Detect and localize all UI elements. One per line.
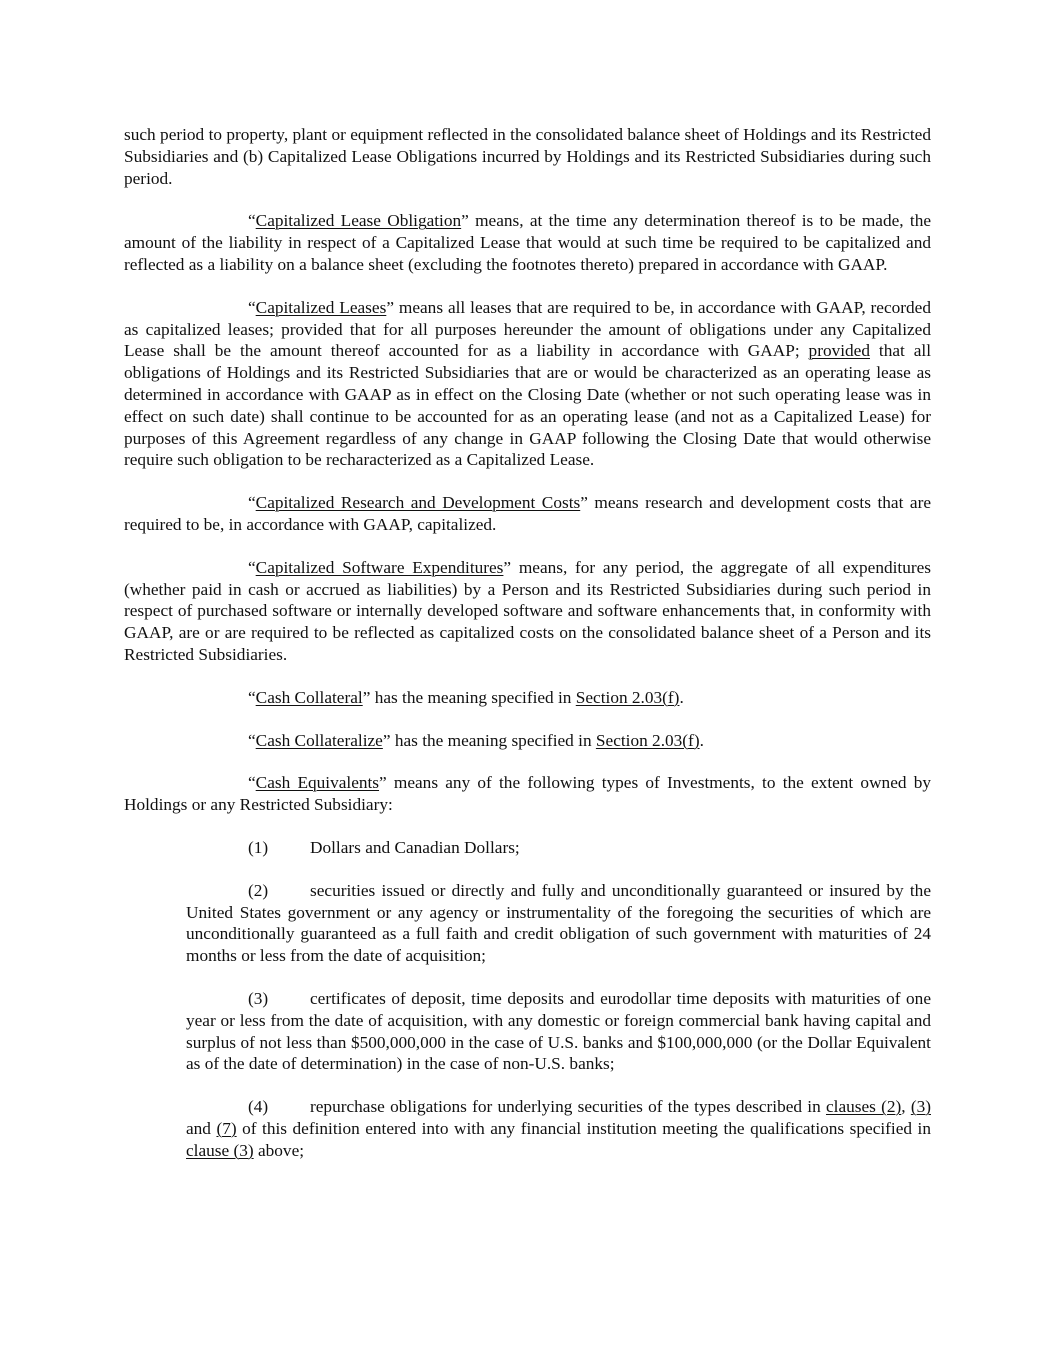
open-quote: “	[248, 730, 256, 750]
open-quote: “	[248, 211, 256, 231]
period: .	[699, 730, 704, 750]
clause-number: (3)	[248, 988, 269, 1008]
clause-1	[186, 837, 931, 859]
clause-number: (2)	[248, 880, 269, 900]
clause-reference: (7)	[216, 1118, 237, 1138]
defined-term: Capitalized Leases	[255, 297, 387, 317]
clause-reference: (3)	[910, 1097, 931, 1117]
clause-text-end: above;	[253, 1140, 305, 1160]
clause-text: Dollars and Canadian Dollars;	[310, 837, 520, 857]
defined-term: Cash Collateral	[255, 687, 363, 707]
open-quote: “	[248, 297, 256, 317]
open-quote: “	[248, 557, 256, 577]
section-reference: Section 2.03(f)	[595, 730, 700, 750]
defined-term: Capitalized Software Expenditures	[255, 557, 504, 577]
definition-text: ” has the meaning specified in	[362, 687, 576, 707]
definition-text: ” means, for any period, the aggregate of all expenditures (whether paid in cash or accrued as liabilities) by a Person and its Restricted Subsidiaries during such period in respect of purchased software or internally developed software and software enhancements that, in conformity with GAAP, are or are required to be reflected as capitalized costs on the consolidated balance sheet of a Person and its Restricted Subsidiaries.	[124, 557, 932, 664]
proviso-term: provided	[808, 341, 870, 361]
defined-term: Capitalized Research and Development Costs	[255, 493, 581, 513]
definition-capitalized-rd-costs	[124, 492, 931, 536]
open-quote: “	[248, 687, 256, 707]
page-body	[124, 124, 931, 1182]
definition-capitalized-leases	[124, 297, 931, 471]
clause-text: certificates of deposit, time deposits and eurodollar time deposits with maturities of one year or less from the date of acquisition, with any domestic or foreign commercial bank having capital and surplus of not less than $500,000,000 in the case of U.S. banks and $100,000,000 (or the Dollar Equivalent as of the date of determination) in the case of non-U.S. banks;	[186, 988, 931, 1074]
separator: and	[186, 1118, 217, 1138]
clause-4	[186, 1096, 931, 1161]
definition-cash-collateralize	[124, 730, 931, 752]
defined-term: Capitalized Lease Obligation	[255, 211, 462, 231]
definition-capitalized-software-expenditures	[124, 557, 931, 666]
definition-text: ” means research and development costs that are required to be, in accordance with GAAP, capitalized.	[124, 493, 931, 534]
clause-reference: clauses (2)	[825, 1097, 902, 1117]
definition-text: ” means all leases that are required to be, in accordance with GAAP, recorded as capitalized leases; provided that for all purposes hereunder the amount of obligations under any Capitalized Lease shall be the amount thereof accounted for as a liability in accordance with GAAP;	[124, 297, 931, 361]
defined-term: Cash Collateralize	[255, 730, 383, 750]
clause-text: securities issued or directly and fully and unconditionally guaranteed or insured by the United States government or any agency or instrumentality of the foregoing the securities of which are unconditionally guaranteed as a full faith and credit obligation of such government with maturities of 24 months or less from the date of acquisition;	[186, 880, 931, 966]
clause-reference: clause (3)	[186, 1140, 254, 1160]
definition-cash-collateral	[124, 687, 931, 709]
clause-text-continued: of this definition entered into with any financial institution meeting the qualifications specified in	[236, 1118, 931, 1138]
definition-text: ” has the meaning specified in	[382, 730, 596, 750]
definition-capitalized-lease-obligation	[124, 210, 931, 275]
intro-paragraph: such period to property, plant or equipment reflected in the consolidated balance sheet of Holdings and its Restricted Subsidiaries and (b) Capitalized Lease Obligations incurred by Holdings and its Restricted Subsidiaries during such period.	[124, 125, 931, 188]
definition-text-continued: that all obligations of Holdings and its Restricted Subsidiaries that are or would be characterized as an operating lease as determined in accordance with GAAP as in effect on the Closing Date (whether or not such operating lease was in effect on such date) shall continue to be accounted for as an operating lease (and not as a Capitalized Lease) for purposes of this Agreement regardless of any change in GAAP following the Closing Date that would otherwise require such obligation to be recharacterized as a Capitalized Lease.	[124, 341, 931, 470]
open-quote: “	[248, 493, 256, 513]
definition-text: ” means any of the following types of Investments, to the extent owned by Holdings or any Restricted Subsidiary:	[124, 773, 931, 815]
defined-term: Cash Equivalents	[255, 773, 380, 793]
period: .	[679, 687, 684, 707]
clause-3	[186, 988, 931, 1075]
definition-text: ” means, at the time any determination thereof is to be made, the amount of the liability in respect of a Capitalized Lease that would at such time be required to be capitalized and reflected as a liability on a balance sheet (excluding the footnotes thereto) prepared in accordance with GAAP.	[124, 211, 932, 274]
section-reference: Section 2.03(f)	[575, 687, 680, 707]
definition-cash-equivalents	[124, 772, 931, 816]
clause-2	[186, 880, 931, 967]
open-quote: “	[248, 773, 256, 793]
clause-number: (1)	[248, 837, 269, 857]
clause-number: (4)	[248, 1097, 269, 1117]
separator: ,	[901, 1097, 911, 1117]
clause-text: repurchase obligations for underlying securities of the types described in	[310, 1097, 826, 1117]
